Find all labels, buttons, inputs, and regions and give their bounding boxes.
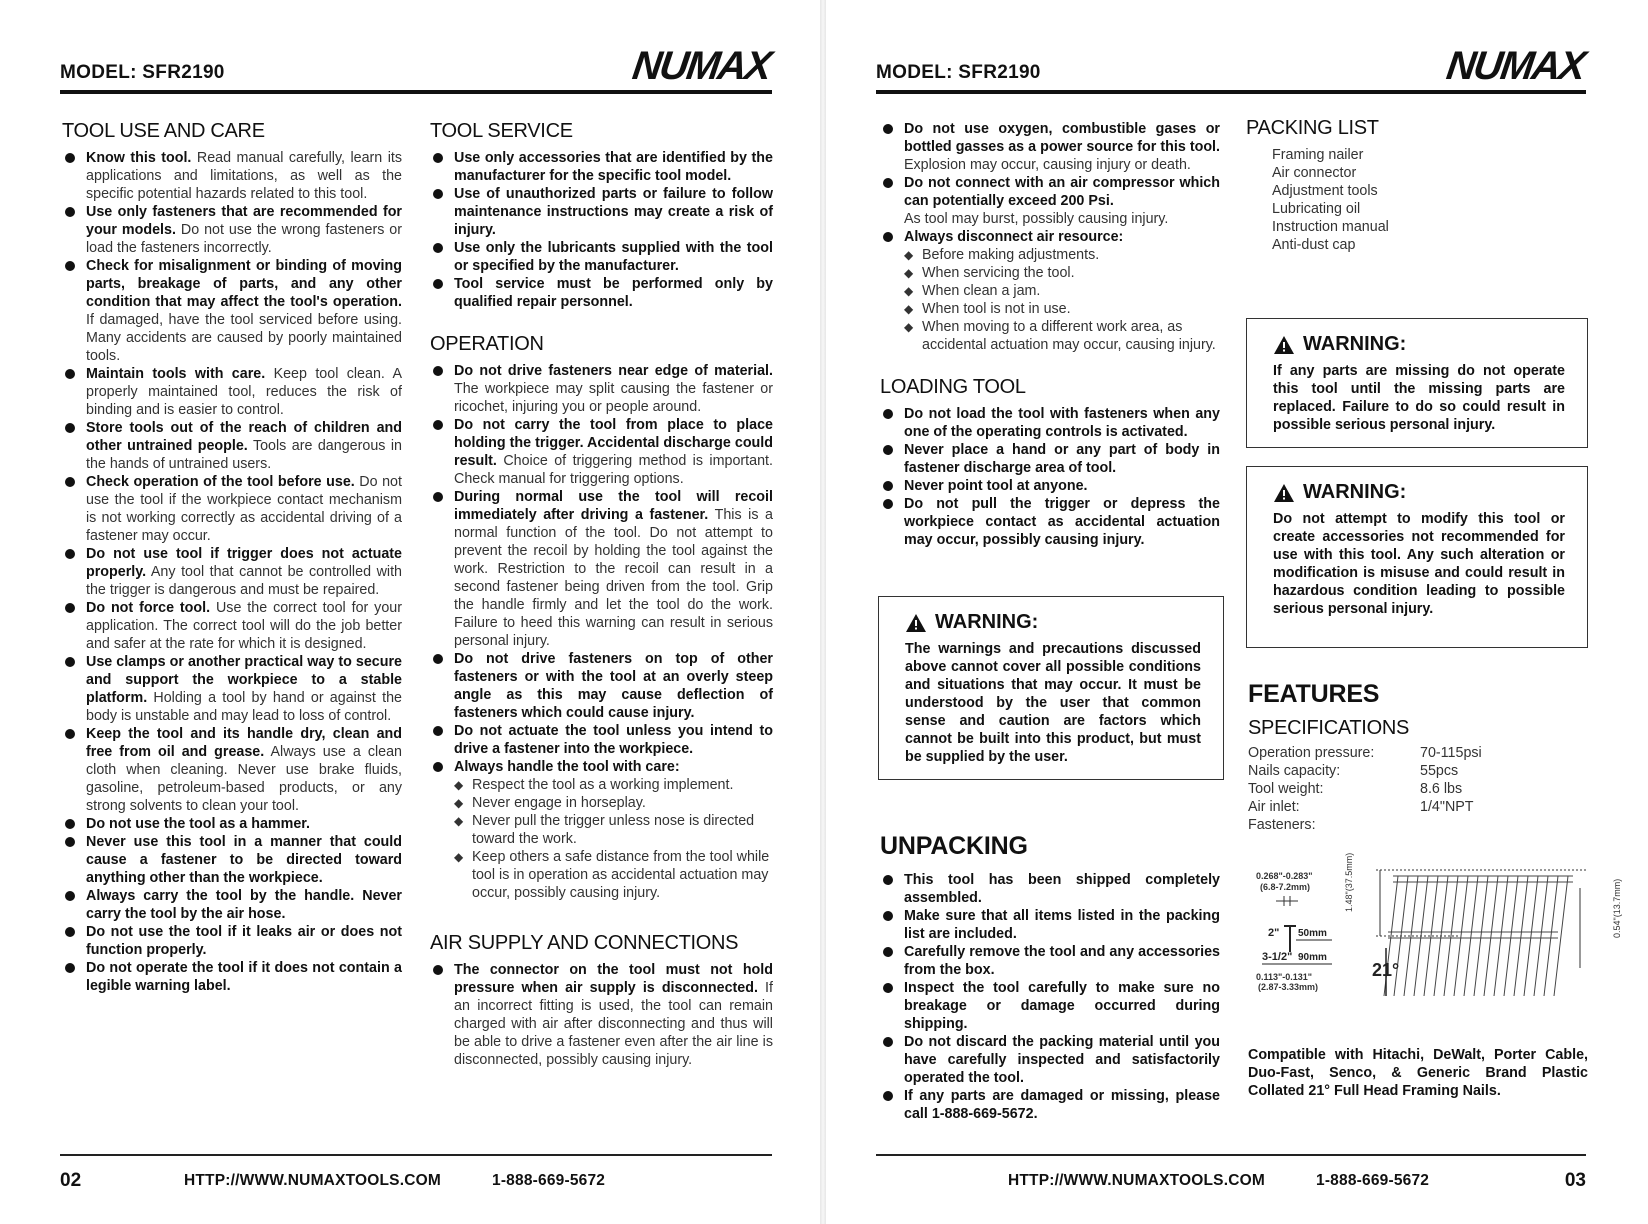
bullet-item (62, 923, 402, 959)
bullet-lead: Do not carry the tool from place to place holding the trigger. Accidental discharge could result. (454, 417, 773, 469)
bullet-item (62, 545, 402, 599)
bullet-lead: During normal use the tool will recoil immediately after driving a fastener. (454, 489, 773, 523)
numax-logo: NUMAX (630, 44, 774, 88)
warning-box (1246, 466, 1588, 648)
bullet-lead: Do not use tool if trigger does not actuate properly. (86, 546, 402, 580)
bullet-item (430, 758, 773, 776)
bullet-body: Use the correct tool for your application. The correct tool will do the job better and safer at the rate for which it is designed. (86, 600, 402, 652)
bullet-icon (433, 492, 443, 502)
sub-item (904, 282, 1220, 300)
bullet-item (880, 979, 1220, 1033)
footer-url: HTTP://WWW.NUMAXTOOLS.COM (184, 1172, 441, 1189)
loading-list (880, 405, 1220, 549)
bullet-lead: Know this tool. (86, 150, 192, 166)
tool-service-section (430, 120, 773, 1083)
page-right (826, 0, 1648, 1224)
bullet-icon (65, 963, 75, 973)
spec-row (1248, 744, 1588, 762)
bullet-icon (883, 911, 893, 921)
bullet-icon (883, 499, 893, 509)
bullet-body: Keep tool clean. A properly maintained tool, reduces the risk of binding and is easier to control. (86, 366, 402, 418)
sub-item (904, 264, 1220, 282)
diamond-icon: ◆ (904, 266, 914, 280)
bullet-lead: Store tools out of the reach of children and other untrained people. (86, 420, 402, 454)
warning-box (878, 596, 1224, 780)
bullet-item (430, 362, 773, 416)
bullet-lead: Do not discard the packing material until you have carefully inspected and satisfactorily operated the tool. (904, 1034, 1220, 1086)
length-min-label: 2" (1268, 927, 1280, 939)
angle-label: 21° (1372, 960, 1400, 980)
packing-item: Air connector (1272, 165, 1357, 181)
bullet-body: Explosion may occur, causing injury or death. (904, 157, 1191, 173)
bullet-icon (883, 409, 893, 419)
warning-text: Do not attempt to modify this tool or create accessories not recommended for use with this tool. Any such alteration or modification is misuse and could result in hazardous condition leading to possible serious personal injury. (1273, 511, 1565, 617)
bullet-item (62, 473, 402, 545)
spec-row (1248, 816, 1588, 834)
bullet-item (430, 239, 773, 275)
section-title: LOADING TOOL (880, 376, 1026, 398)
operation-sublist (430, 776, 773, 902)
diamond-icon: ◆ (904, 302, 914, 316)
diamond-icon: ◆ (454, 814, 464, 828)
diamond-icon: ◆ (904, 320, 914, 334)
sub-item (904, 246, 1220, 264)
warning-title: WARNING: (1303, 333, 1407, 355)
diamond-icon: ◆ (904, 248, 914, 262)
bullet-icon (883, 1091, 893, 1101)
bullet-lead: Tool service must be performed only by qualified repair personnel. (454, 276, 773, 310)
bullet-icon (433, 726, 443, 736)
page-footer (60, 1154, 772, 1224)
bullet-item (880, 228, 1220, 246)
page-number: 02 (60, 1170, 82, 1191)
diamond-icon: ◆ (454, 796, 464, 810)
air-safety-list (880, 120, 1220, 246)
compatibility-note: Compatible with Hitachi, DeWalt, Porter Cable, Duo-Fast, Senco, & Generic Brand Plastic Collated 21° Full Head Framing Nails. (1248, 1047, 1588, 1099)
bullet-lead: Always carry the tool by the handle. Never carry the tool by the air hose. (86, 888, 402, 922)
spec-table (1248, 744, 1588, 834)
bullet-lead: Do not connect with an air compressor which can potentially exceed 200 Psi. (904, 175, 1220, 209)
bullet-lead: Do not use the tool as a hammer. (86, 816, 311, 832)
bullet-lead: This tool has been shipped completely assembled. (904, 872, 1220, 906)
section-title: AIR SUPPLY AND CONNECTIONS (430, 932, 739, 954)
note-text: As tool may burst, possibly causing injury. (904, 211, 1169, 227)
footer-phone: 1-888-669-5672 (492, 1172, 606, 1189)
header-rule (876, 90, 1586, 94)
bullet-icon (433, 243, 443, 253)
numax-logo: NUMAX (1444, 44, 1588, 88)
diameter-label: 0.113"-0.131" (1256, 972, 1313, 982)
bullet-item (62, 203, 402, 257)
bullet-item (62, 725, 402, 815)
bullet-lead: The connector on the tool must not hold pressure when air supply is disconnected. (454, 962, 773, 996)
spec-value: 8.6 lbs (1420, 781, 1463, 797)
page-footer (876, 1154, 1586, 1224)
bullet-lead: If any parts are damaged or missing, please call 1-888-669-5672. (904, 1088, 1220, 1122)
diamond-icon: ◆ (454, 778, 464, 792)
spec-key: Fasteners: (1248, 817, 1316, 833)
bullet-lead: Use only the lubricants supplied with the tool or specified by the manufacturer. (454, 240, 773, 274)
shank-label: 0.268"-0.283" (1256, 871, 1313, 881)
bullet-lead: Check for misalignment or binding of moving parts, breakage of parts, and any other condition that may affect the tool's operation. (86, 258, 402, 310)
bullet-icon (883, 983, 893, 993)
packing-item: Adjustment tools (1272, 183, 1378, 199)
sub-item (454, 848, 773, 902)
spec-value: 1/4"NPT (1420, 799, 1474, 815)
bullet-icon (883, 445, 893, 455)
bullet-item (62, 887, 402, 923)
bullet-lead: Make sure that all items listed in the packing list are included. (904, 908, 1220, 942)
bullet-icon (65, 207, 75, 217)
sub-item (454, 794, 773, 812)
sub-item (454, 776, 773, 794)
tool-use-list (62, 149, 402, 995)
bullet-item (430, 722, 773, 758)
spec-row (1248, 780, 1588, 798)
bullet-lead: Never use this tool in a manner that could cause a fastener to be directed toward anything other than the workpiece. (86, 834, 402, 886)
warning-box (1246, 318, 1588, 448)
length-max-mm-label: 90mm (1298, 952, 1327, 963)
footer-phone: 1-888-669-5672 (1316, 1172, 1430, 1189)
bullet-lead: Do not drive fasteners on top of other fasteners or with the tool at an overly steep angle as this may cause deflection of fasteners which could cause injury. (454, 651, 773, 721)
model-label: MODEL: SFR2190 (60, 62, 225, 83)
bullet-icon (65, 927, 75, 937)
bullet-body: Do not use the wrong fasteners or load the fasteners incorrectly. (86, 222, 403, 256)
bullet-lead: Never place a hand or any part of body in fastener discharge area of tool. (904, 442, 1220, 476)
bullet-lead: Always disconnect air resource: (904, 229, 1124, 245)
bullet-item (880, 1087, 1220, 1123)
bullet-item (880, 441, 1220, 477)
bullet-lead: Do not operate the tool if it does not contain a legible warning label. (86, 960, 402, 994)
sub-item-text: When moving to a different work area, as accidental actuation may occur, causing injury. (922, 319, 1216, 353)
bullet-item (62, 257, 402, 365)
bullet-lead: Do not drive fasteners near edge of material. (454, 363, 773, 379)
bullet-icon (65, 261, 75, 271)
bullet-icon (433, 965, 443, 975)
sub-item-text: Keep others a safe distance from the tool while tool is in operation as accidental actuation may occur, possibly causing injury. (472, 849, 770, 901)
bullet-icon (883, 1037, 893, 1047)
bullet-lead: Do not actuate the tool unless you intend to drive a fastener into the workpiece. (454, 723, 773, 757)
shank-mm-label: (6.8-7.2mm) (1260, 882, 1311, 892)
bullet-icon (883, 124, 893, 134)
packing-item: Lubricating oil (1272, 201, 1361, 217)
warning-triangle-icon (1273, 483, 1295, 503)
bullet-item (880, 1033, 1220, 1087)
packing-item: Anti-dust cap (1272, 237, 1356, 253)
warning-title: WARNING: (1303, 481, 1407, 503)
bullet-body: Tools are dangerous in the hands of untrained users. (86, 438, 402, 472)
bullet-lead: Do not force tool. (86, 600, 211, 616)
section-title: OPERATION (430, 333, 544, 355)
bullet-body: Always use a clean cloth when cleaning. Never use brake fluids, gasoline, petroleum-based products, or any strong solvents to clean your tool. (86, 744, 402, 814)
bullet-item (430, 416, 773, 488)
bullet-item (880, 495, 1220, 549)
sub-item-text: Respect the tool as a working implement. (472, 777, 734, 793)
spec-key: Air inlet: (1248, 799, 1300, 815)
diamond-icon: ◆ (454, 850, 464, 864)
operation-list (430, 362, 773, 776)
spec-value: 55pcs (1420, 763, 1459, 779)
sub-item-text: When servicing the tool. (922, 265, 1075, 281)
bullet-icon (65, 423, 75, 433)
length-max-label: 3-1/2" (1262, 951, 1293, 963)
features-title: FEATURES (1248, 680, 1380, 708)
bullet-body: Do not use the tool if the workpiece contact mechanism is not working correctly as accidental driving of a fastener may occur. (86, 474, 402, 544)
spec-key: Nails capacity: (1248, 763, 1341, 779)
bullet-item (62, 365, 402, 419)
unpacking-list (880, 871, 1220, 1123)
right-column-1 (880, 120, 1220, 563)
bullet-lead: Check operation of the tool before use. (86, 474, 355, 490)
section-title: TOOL USE AND CARE (62, 120, 265, 142)
bullet-body: Holding a tool by hand or against the body is unstable and may lead to loss of control. (86, 690, 402, 724)
spec-row (1248, 762, 1588, 780)
bullet-icon (65, 729, 75, 739)
bullet-lead: Do not use the tool if it leaks air or does not function properly. (86, 924, 402, 958)
spec-value: 70-115psi (1420, 745, 1482, 761)
bullet-item (880, 405, 1220, 441)
bullet-body: The workpiece may split causing the fastener or ricochet, injuring you or people around. (454, 381, 773, 415)
sub-item-text: When clean a jam. (922, 283, 1041, 299)
bullet-item (430, 650, 773, 722)
bullet-item (62, 959, 402, 995)
height-label: 1.48"(37.5mm) (1344, 852, 1354, 912)
bullet-icon (433, 153, 443, 163)
nail-strip-diagram (1248, 852, 1622, 1028)
bullet-lead: Always handle the tool with care: (454, 759, 680, 775)
packing-item: Framing nailer (1272, 147, 1364, 163)
bullet-icon (433, 366, 443, 376)
sub-item-text: When tool is not in use. (922, 301, 1071, 317)
bullet-lead: Do not pull the trigger or depress the workpiece contact as accidental actuation may occur, possibly causing injury. (904, 496, 1220, 548)
warning-triangle-icon (1273, 335, 1295, 355)
bullet-item (880, 477, 1220, 495)
bullet-lead: Never point tool at anyone. (904, 478, 1088, 494)
bullet-lead: Keep the tool and its handle dry, clean and free from oil and grease. (86, 726, 402, 760)
sub-item-text: Never engage in horseplay. (472, 795, 646, 811)
bullet-item (62, 653, 402, 725)
bullet-item (880, 907, 1220, 943)
spec-key: Operation pressure: (1248, 745, 1375, 761)
footer-rule (60, 1154, 772, 1156)
bullet-item (430, 149, 773, 185)
sub-item-text: Before making adjustments. (922, 247, 1100, 263)
bullet-icon (883, 178, 893, 188)
bullet-body: Any tool that cannot be controlled with the trigger is dangerous and must be repaired. (86, 564, 402, 598)
packing-list (1246, 146, 1586, 254)
bullet-lead: Use only accessories that are identified by the manufacturer for the specific tool model. (454, 150, 773, 184)
bullet-lead: Use of unauthorized parts or failure to follow maintenance instructions may create a risk of injury. (454, 186, 773, 238)
bullet-lead: Inspect the tool carefully to make sure no breakage or damage occurred during shipping. (904, 980, 1220, 1032)
bullet-icon (65, 153, 75, 163)
bullet-item (880, 871, 1220, 907)
bullet-icon (65, 891, 75, 901)
bullet-icon (65, 819, 75, 829)
warning-text: The warnings and precautions discussed above cannot cover all possible conditions and situations that may occur. It must be understood by the user that common sense and caution are factors which cannot be built into this product, but must be supplied by the user. (905, 641, 1201, 765)
bullet-item (430, 961, 773, 1069)
bullet-body: If an incorrect fitting is used, the tool can remain charged with air after disconnecting and thus will be able to drive a fastener even after the air line is disconnected, possibly causing injury. (454, 980, 773, 1068)
sub-item (904, 300, 1220, 318)
diamond-icon: ◆ (904, 284, 914, 298)
warning-triangle-icon (905, 613, 927, 633)
air-supply-list (430, 961, 773, 1069)
header-rule (60, 90, 772, 94)
bullet-icon (65, 837, 75, 847)
packing-item: Instruction manual (1272, 219, 1389, 235)
page-number: 03 (1564, 1170, 1586, 1191)
disconnect-sublist (904, 246, 1220, 354)
bullet-icon (883, 947, 893, 957)
bullet-icon (883, 232, 893, 242)
bullet-icon (65, 477, 75, 487)
width-label: 0.54"(13.7mm) (1612, 878, 1622, 938)
page-left (0, 0, 820, 1224)
packing-section (1246, 117, 1586, 254)
bullet-item (430, 275, 773, 311)
page-header (60, 44, 772, 94)
warning-title: WARNING: (935, 611, 1039, 633)
bullet-item (430, 185, 773, 239)
spec-key: Tool weight: (1248, 781, 1324, 797)
bullet-body: Read manual carefully, learn its applications and limitations, as well as the specific potential hazards related to this tool. (86, 150, 402, 202)
bullet-item (62, 599, 402, 653)
specifications-title: SPECIFICATIONS (1248, 717, 1410, 739)
spec-row (1248, 798, 1588, 816)
bullet-icon (433, 654, 443, 664)
section-title: TOOL SERVICE (430, 120, 573, 142)
bullet-lead: Do not use oxygen, combustible gases or bottled gasses as a power source for this tool. (904, 121, 1220, 155)
bullet-body: This is a normal function of the tool. Do not attempt to prevent the recoil by holding the tool against the work. Restriction to the recoil can result in a second fastener being driven from the tool. Grip the handle firmly and let the tool do the work. Failure to heed this warning can result in serious personal injury. (454, 507, 774, 649)
bullet-lead: Carefully remove the tool and any accessories from the box. (904, 944, 1220, 978)
sub-item-text: Never pull the trigger unless nose is directed toward the work. (472, 813, 755, 847)
bullet-item (880, 120, 1220, 174)
fastener-diagram (1248, 852, 1622, 1028)
bullet-icon (883, 875, 893, 885)
bullet-body: If damaged, have the tool serviced before using. Many accidents are caused by poorly maintained tools. (86, 312, 402, 364)
tool-use-section (62, 120, 402, 1009)
bullet-icon (433, 189, 443, 199)
warning-text: If any parts are missing do not operate this tool until the missing parts are replaced. Failure to do so could result in possible serious personal injury. (1273, 363, 1565, 433)
bullet-icon (433, 279, 443, 289)
bullet-item (880, 943, 1220, 979)
features-section (1248, 680, 1588, 834)
bullet-lead: Do not load the tool with fasteners when any one of the operating controls is activated. (904, 406, 1220, 440)
bullet-item (62, 815, 402, 833)
bullet-item (62, 419, 402, 473)
sub-item (904, 318, 1220, 354)
bullet-icon (65, 603, 75, 613)
bullet-lead: Use clamps or another practical way to secure and support the workpiece to a stable platform. (86, 654, 402, 706)
bullet-icon (65, 369, 75, 379)
footer-url: HTTP://WWW.NUMAXTOOLS.COM (1008, 1172, 1265, 1189)
section-title: UNPACKING (880, 832, 1028, 860)
section-title: PACKING LIST (1246, 117, 1379, 139)
tool-service-list (430, 149, 773, 311)
bullet-item (62, 149, 402, 203)
footer-rule (876, 1154, 1586, 1156)
bullet-lead: Use only fasteners that are recommended for your models. (86, 204, 402, 238)
length-min-mm-label: 50mm (1298, 928, 1327, 939)
bullet-item (430, 488, 773, 650)
bullet-icon (433, 762, 443, 772)
bullet-body: Choice of triggering method is important. Check manual for triggering options. (454, 453, 773, 487)
diameter-mm-label: (2.87-3.33mm) (1258, 982, 1319, 992)
bullet-item (880, 174, 1220, 210)
bullet-lead: Maintain tools with care. (86, 366, 266, 382)
bullet-icon (883, 481, 893, 491)
bullet-item (62, 833, 402, 887)
unpacking-section (880, 832, 1220, 1137)
sub-item (454, 812, 773, 848)
model-label: MODEL: SFR2190 (876, 62, 1041, 83)
bullet-icon (65, 657, 75, 667)
bullet-icon (65, 549, 75, 559)
bullet-icon (433, 420, 443, 430)
page-header (876, 44, 1586, 94)
